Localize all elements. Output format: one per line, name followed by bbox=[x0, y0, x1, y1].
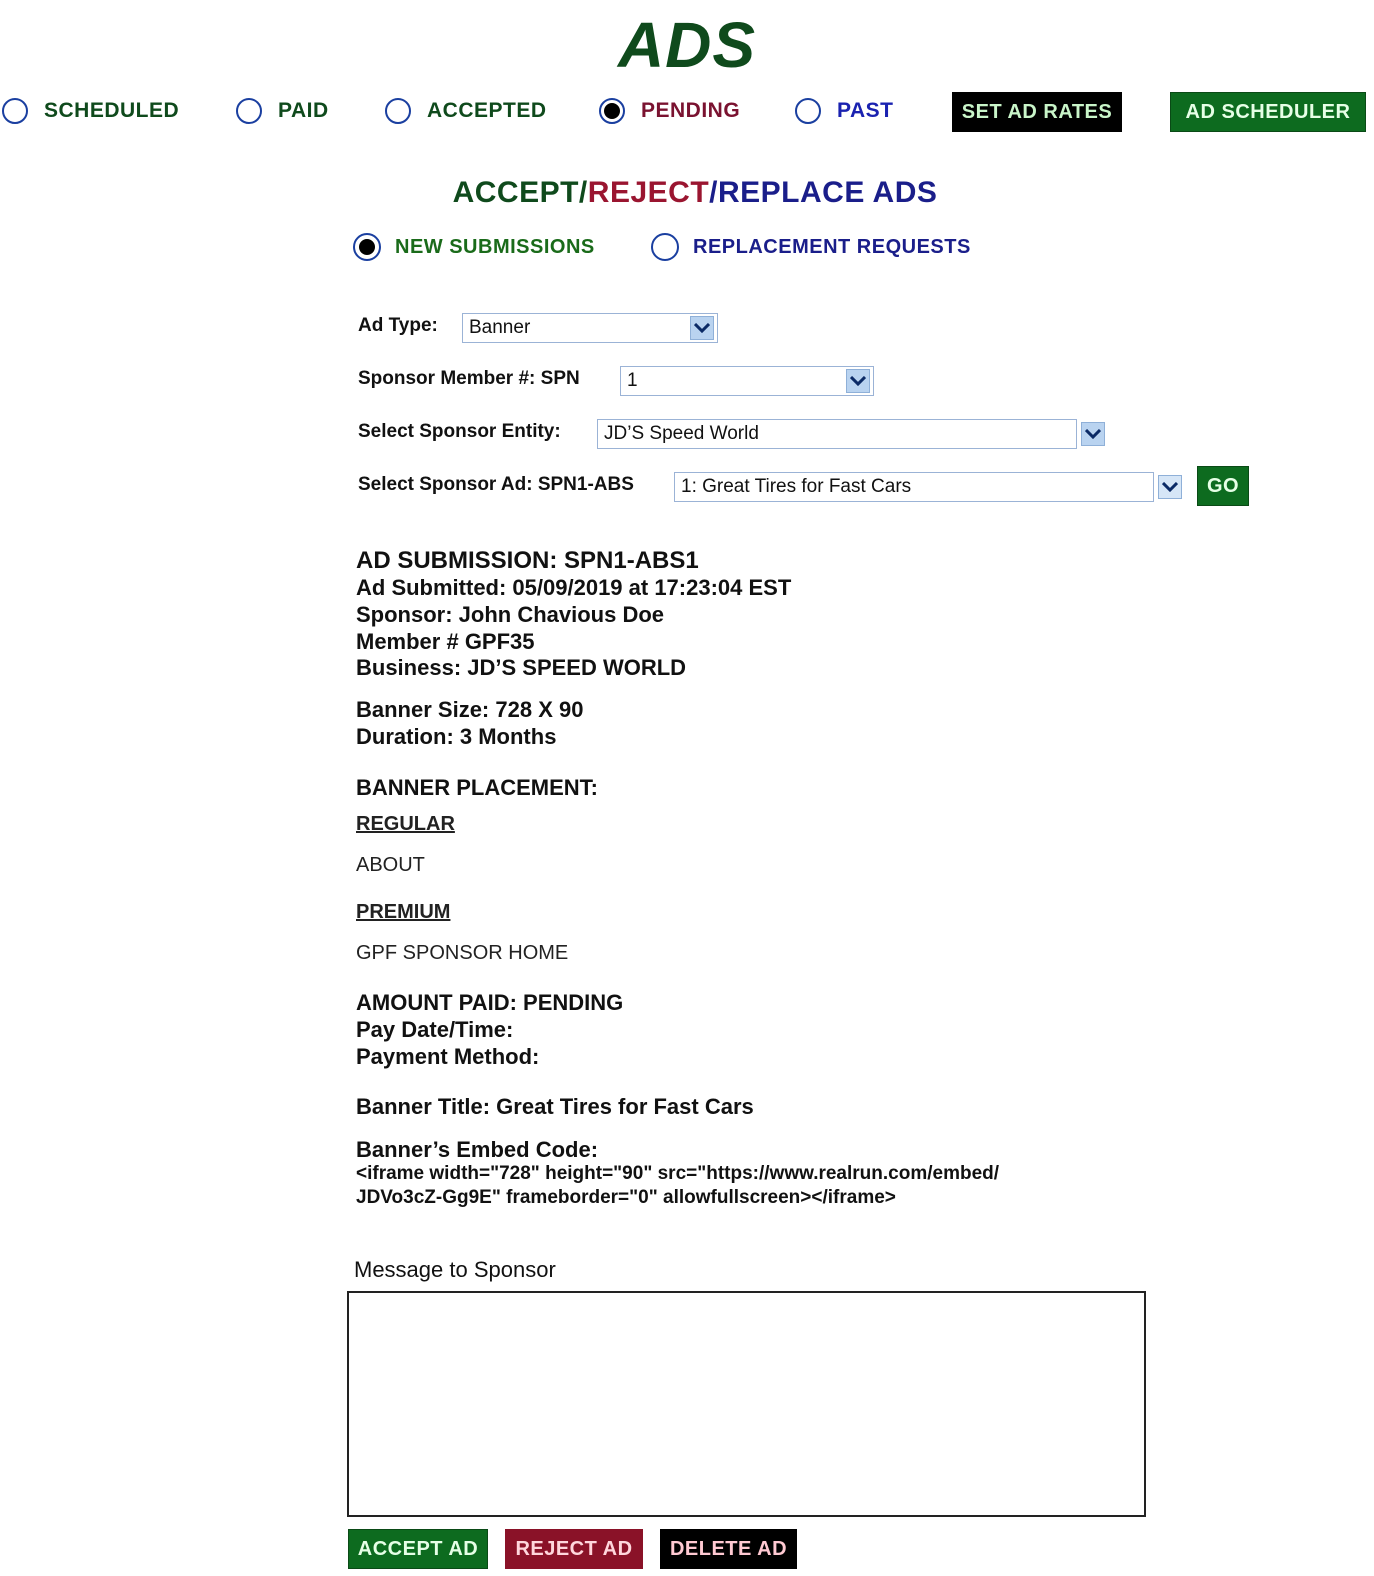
sponsor-member-label: Sponsor Member #: SPN bbox=[358, 368, 580, 389]
tab-scheduled-label: SCHEDULED bbox=[44, 99, 180, 122]
premium-label: PREMIUM bbox=[356, 901, 451, 923]
sponsor-name: Sponsor: John Chavious Doe bbox=[356, 602, 665, 627]
radio-accepted[interactable] bbox=[385, 98, 411, 124]
tab-pending-label: PENDING bbox=[641, 99, 741, 122]
payment-method: Payment Method: bbox=[356, 1044, 540, 1069]
tab-past-label: PAST bbox=[837, 99, 894, 122]
sponsor-entity-label: Select Sponsor Entity: bbox=[358, 421, 561, 442]
amount-paid: AMOUNT PAID: PENDING bbox=[356, 990, 624, 1015]
option-replacement-requests[interactable] bbox=[651, 233, 971, 261]
sponsor-entity-value: JD’S Speed World bbox=[604, 423, 759, 444]
heading-slash: / bbox=[709, 176, 718, 209]
ad-type-select[interactable] bbox=[462, 313, 718, 343]
chevron-down-icon[interactable] bbox=[846, 369, 870, 393]
ad-scheduler-button[interactable]: AD SCHEDULER bbox=[1170, 92, 1366, 132]
embed-code-label: Banner’s Embed Code: bbox=[356, 1137, 599, 1162]
heading-replace: REPLACE ADS bbox=[717, 176, 938, 209]
sponsor-ad-label: Select Sponsor Ad: SPN1-ABS bbox=[358, 474, 634, 495]
radio-replacement-requests[interactable] bbox=[651, 233, 679, 261]
embed-code-line-2: JDVo3cZ-Gg9E" frameborder="0" allowfullscreen></iframe> bbox=[356, 1187, 896, 1208]
tab-scheduled[interactable] bbox=[2, 98, 179, 124]
chevron-down-icon[interactable] bbox=[1081, 422, 1105, 446]
duration: Duration: 3 Months bbox=[356, 724, 557, 749]
replacement-requests-label: REPLACEMENT REQUESTS bbox=[693, 235, 971, 258]
chevron-down-icon[interactable] bbox=[1158, 475, 1182, 499]
ad-submitted: Ad Submitted: 05/09/2019 at 17:23:04 EST bbox=[356, 575, 792, 600]
tab-paid-label: PAID bbox=[278, 99, 329, 122]
tab-paid[interactable] bbox=[236, 98, 329, 124]
tab-accepted-label: ACCEPTED bbox=[427, 99, 547, 122]
sponsor-entity-select[interactable] bbox=[597, 419, 1077, 449]
ad-type-value: Banner bbox=[469, 317, 531, 338]
radio-past[interactable] bbox=[795, 98, 821, 124]
premium-value: GPF SPONSOR HOME bbox=[356, 942, 569, 964]
banner-title: Banner Title: Great Tires for Fast Cars bbox=[356, 1094, 754, 1119]
radio-scheduled[interactable] bbox=[2, 98, 28, 124]
section-heading bbox=[0, 176, 1374, 210]
pay-date-time: Pay Date/Time: bbox=[356, 1017, 514, 1042]
heading-accept: ACCEPT/ bbox=[452, 176, 588, 209]
business-name: Business: JD’S SPEED WORLD bbox=[356, 655, 687, 680]
heading-reject: REJECT bbox=[587, 176, 710, 209]
tab-accepted[interactable] bbox=[385, 98, 547, 124]
page-title: ADS bbox=[617, 9, 757, 81]
radio-pending[interactable] bbox=[599, 98, 625, 124]
radio-new-submissions[interactable] bbox=[353, 233, 381, 261]
regular-value: ABOUT bbox=[356, 854, 425, 876]
delete-ad-button[interactable]: DELETE AD bbox=[660, 1529, 797, 1569]
message-textarea[interactable] bbox=[347, 1291, 1146, 1517]
chevron-down-icon[interactable] bbox=[690, 316, 714, 340]
new-submissions-label: NEW SUBMISSIONS bbox=[395, 235, 595, 258]
option-new-submissions[interactable] bbox=[353, 233, 595, 261]
tab-pending[interactable] bbox=[599, 98, 740, 124]
accept-ad-button[interactable]: ACCEPT AD bbox=[348, 1529, 488, 1569]
ad-type-label: Ad Type: bbox=[358, 315, 438, 336]
banner-placement-heading: BANNER PLACEMENT: bbox=[356, 775, 598, 800]
sponsor-ad-value: 1: Great Tires for Fast Cars bbox=[681, 476, 912, 497]
member-number: Member # GPF35 bbox=[356, 629, 535, 654]
sponsor-ad-select[interactable] bbox=[674, 472, 1154, 502]
sponsor-member-value: 1 bbox=[627, 370, 638, 391]
ad-submission-id: AD SUBMISSION: SPN1-ABS1 bbox=[356, 547, 699, 574]
banner-size: Banner Size: 728 X 90 bbox=[356, 697, 584, 722]
embed-code-line-1: <iframe width="728" height="90" src="https://www.realrun.com/embed/ bbox=[356, 1163, 1000, 1184]
reject-ad-button[interactable]: REJECT AD bbox=[505, 1529, 643, 1569]
sponsor-member-select[interactable] bbox=[620, 366, 874, 396]
set-ad-rates-button[interactable]: SET AD RATES bbox=[952, 92, 1122, 132]
message-label: Message to Sponsor bbox=[354, 1257, 556, 1282]
tab-past[interactable] bbox=[795, 98, 893, 124]
regular-label: REGULAR bbox=[356, 813, 455, 835]
go-button[interactable]: GO bbox=[1197, 466, 1249, 506]
radio-paid[interactable] bbox=[236, 98, 262, 124]
